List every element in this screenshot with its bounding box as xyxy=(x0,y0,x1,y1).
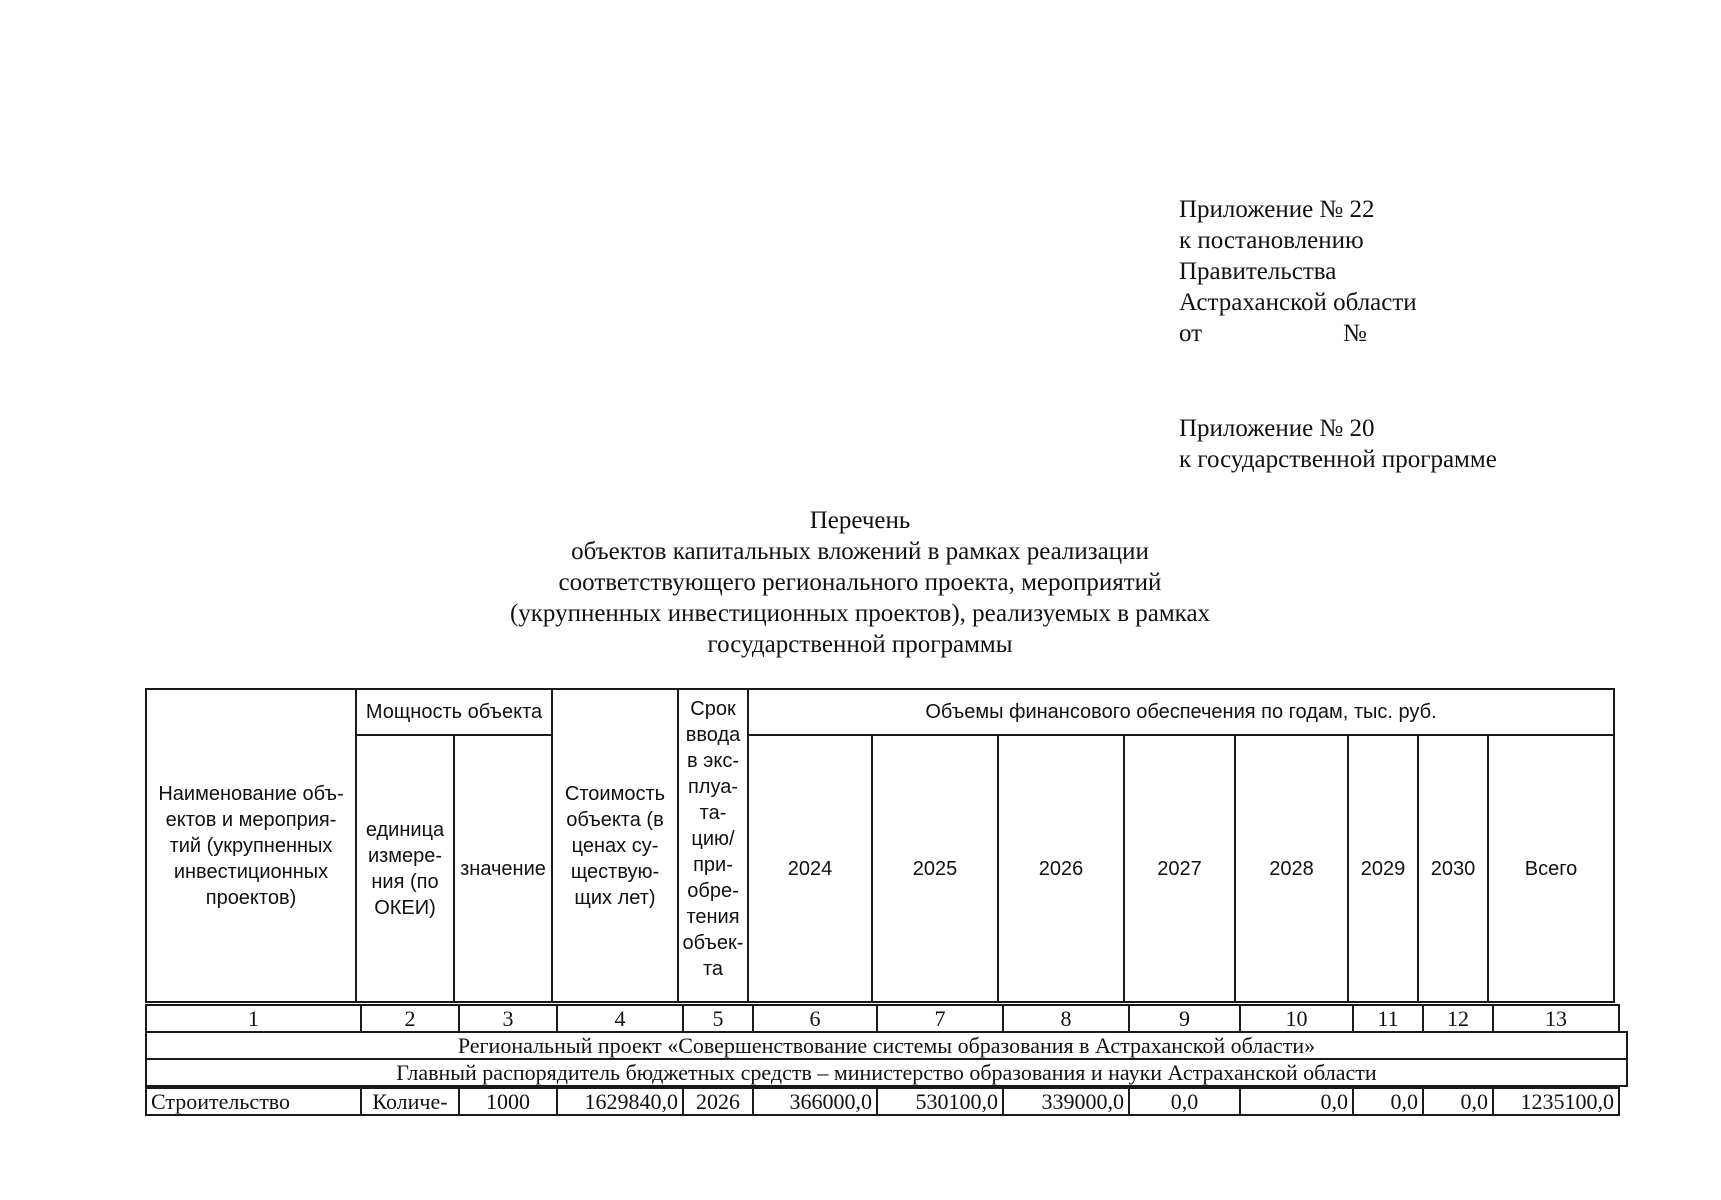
header-year-2028: 2028 xyxy=(1235,735,1348,1002)
unit-line-2: измере- xyxy=(367,844,443,867)
header-funding-group: Объемы финансового обеспечения по годам, тыс. руб. xyxy=(748,689,1614,735)
objects-data-table xyxy=(145,1087,1620,1116)
appendix-20-line2: к государственной программе xyxy=(1179,446,1497,473)
term-line-3: в экс- xyxy=(686,750,740,772)
header-value: значение xyxy=(454,735,552,1002)
unit-line-3: ния (по xyxy=(371,870,439,893)
row-2025: 530100,0 xyxy=(877,1088,1003,1115)
term-line-11: та xyxy=(702,958,724,980)
row-2027: 0,0 xyxy=(1129,1088,1240,1115)
title-line-2: объектов капитальных вложений в рамках реализации xyxy=(571,538,1149,565)
col-number-9: 9 xyxy=(1129,1005,1240,1032)
cost-line-5: щих лет) xyxy=(574,886,656,909)
header-commissioning-term xyxy=(678,689,748,1002)
row-2028: 0,0 xyxy=(1240,1088,1353,1115)
row-total: 1235100,0 xyxy=(1493,1088,1619,1115)
term-line-5: та- xyxy=(699,802,727,824)
date-label: от xyxy=(1179,320,1203,347)
cost-line-4: ществую- xyxy=(570,860,660,883)
cost-line-2: объекта (в xyxy=(566,808,664,831)
number-label: № xyxy=(1343,320,1367,347)
header-object-cost xyxy=(552,689,678,1002)
unit-line-4: ОКЕИ) xyxy=(374,896,436,919)
row-unit: Количе- xyxy=(361,1088,459,1115)
term-line-2: ввода xyxy=(685,724,741,746)
regional-project-title: Региональный проект «Совершенствование системы образования в Астраханской области» xyxy=(146,1032,1627,1059)
col-number-1: 1 xyxy=(146,1005,361,1032)
header-year-2026: 2026 xyxy=(998,735,1124,1002)
col-number-7: 7 xyxy=(877,1005,1003,1032)
col-number-13: 13 xyxy=(1493,1005,1619,1032)
row-term: 2026 xyxy=(683,1088,753,1115)
header-year-2025: 2025 xyxy=(872,735,998,1002)
col-number-6: 6 xyxy=(753,1005,877,1032)
row-value: 1000 xyxy=(459,1088,557,1115)
col-number-2: 2 xyxy=(361,1005,459,1032)
term-line-8: обре- xyxy=(687,880,739,902)
row-cost: 1629840,0 xyxy=(557,1088,683,1115)
col-number-10: 10 xyxy=(1240,1005,1353,1032)
cost-line-1: Стоимость xyxy=(564,782,666,805)
appendix-22-line4: Астраханской области xyxy=(1179,289,1417,316)
appendix-20-block xyxy=(1179,413,1497,475)
header-year-2030: 2030 xyxy=(1418,735,1488,1002)
term-line-6: цию/ xyxy=(691,828,735,850)
col-number-8: 8 xyxy=(1003,1005,1129,1032)
row-2029: 0,0 xyxy=(1353,1088,1423,1115)
header-unit xyxy=(356,735,454,1002)
appendix-22-block xyxy=(1179,194,1417,349)
header-year-2029: 2029 xyxy=(1348,735,1418,1002)
name-line-4: инвестиционных xyxy=(173,860,329,883)
appendix-20-title: Приложение № 20 xyxy=(1179,415,1375,442)
col-number-12: 12 xyxy=(1423,1005,1493,1032)
row-2026: 339000,0 xyxy=(1003,1088,1129,1115)
column-numbers-row xyxy=(146,1005,1619,1032)
header-year-2027: 2027 xyxy=(1124,735,1235,1002)
term-line-10: объек- xyxy=(682,932,744,954)
column-numbers-table xyxy=(145,1004,1620,1033)
name-line-5: проектов) xyxy=(205,886,297,909)
header-total: Всего xyxy=(1488,735,1614,1002)
name-line-2: ектов и мероприя- xyxy=(165,808,337,831)
term-line-4: плуа- xyxy=(687,776,739,798)
header-object-name xyxy=(146,689,356,1002)
row-object-name: Строительство xyxy=(146,1088,361,1115)
term-line-7: при- xyxy=(693,854,733,876)
document-title xyxy=(360,505,1360,660)
row-2024: 366000,0 xyxy=(753,1088,877,1115)
row-2030: 0,0 xyxy=(1423,1088,1493,1115)
table-row xyxy=(146,1088,1619,1115)
unit-line-1: единица xyxy=(365,818,445,841)
cost-line-3: ценах су- xyxy=(571,834,659,857)
term-line-1: Срок xyxy=(690,698,736,720)
appendix-22-line3: Правительства xyxy=(1179,258,1337,285)
col-number-5: 5 xyxy=(683,1005,753,1032)
objects-table-header xyxy=(145,688,1615,1003)
chief-administrator-row xyxy=(146,1059,1627,1086)
title-line-3: соответствующего регионального проекта, мероприятий xyxy=(558,569,1162,596)
name-line-1: Наименование объ- xyxy=(158,782,344,805)
title-line-5: государственной программы xyxy=(707,631,1013,658)
appendix-22-title: Приложение № 22 xyxy=(1179,196,1375,223)
term-line-9: тения xyxy=(686,906,740,928)
header-year-2024: 2024 xyxy=(748,735,872,1002)
col-number-3: 3 xyxy=(459,1005,557,1032)
title-line-1: Перечень xyxy=(809,507,911,534)
header-capacity-group: Мощность объекта xyxy=(356,689,552,735)
name-line-3: тий (укрупненных xyxy=(169,834,333,857)
col-number-4: 4 xyxy=(557,1005,683,1032)
appendix-22-date-line xyxy=(1179,318,1417,349)
regional-project-table xyxy=(145,1031,1628,1087)
chief-administrator-title: Главный распорядитель бюджетных средств – министерство образования и науки Астраханской области xyxy=(146,1059,1627,1086)
title-line-4: (укрупненных инвестиционных проектов), реализуемых в рамках xyxy=(509,600,1211,627)
appendix-22-line2: к постановлению xyxy=(1179,227,1364,254)
regional-project-row xyxy=(146,1032,1627,1059)
col-number-11: 11 xyxy=(1353,1005,1423,1032)
